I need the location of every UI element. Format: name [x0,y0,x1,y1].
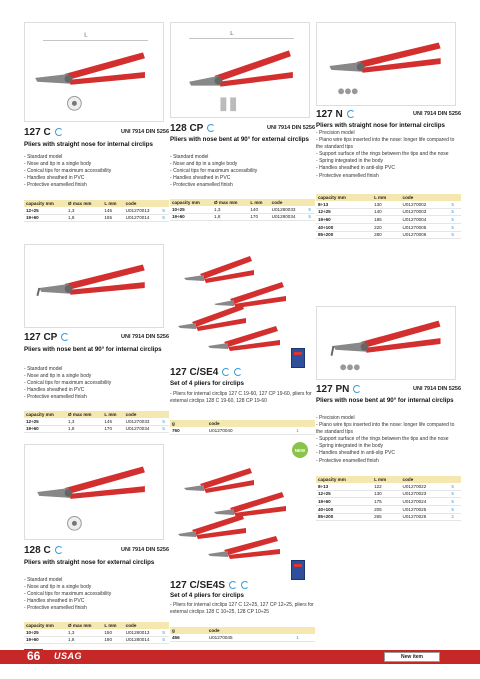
list-item: - Protective enamelled finish [316,458,461,465]
table-header-cell: capacity mm [170,199,212,206]
ring-icon [222,368,230,376]
table-header-cell: code [401,476,450,483]
table-cell: 5 [449,231,461,239]
table-header-cell: code [124,200,161,207]
table-cell: 5 [306,213,315,221]
table-header-cell: g [170,627,207,634]
table-cell: 40÷100 [316,506,372,514]
table-cell: U01270014 [124,214,161,222]
list-item: - Handles sheathed in anti-slip PVC [316,165,461,172]
table-cell: U01270022 [401,483,450,490]
table-cell: 1,8 [212,213,248,221]
table-header-cell: code [207,627,295,634]
table-header-cell: capacity mm [24,200,66,207]
spec-table [170,627,315,642]
table-row [316,483,461,490]
table-header-cell [294,627,315,634]
table-header-cell: capacity mm [316,476,372,483]
list-item: - Standard model [24,154,169,161]
table-cell: U01270006 [401,231,450,239]
ring-icon [347,110,355,118]
list-item: - Nose and tip in a single body [170,161,315,168]
table-cell: 1,8 [66,214,102,222]
table-header-row [24,200,169,207]
table-cell: 130 [372,490,400,498]
product-norm: UNI 7914 DIN 5256 [121,129,169,135]
set-packaging [291,560,305,580]
table-cell: 280 [372,231,400,239]
table-row [316,513,461,521]
list-item: - Support surface of the rings between the tips and the nose [316,436,461,443]
spec-table [316,194,461,239]
table-header-cell: L mm [102,200,123,207]
new-badge: NEW [292,442,308,458]
table-cell: 145 [102,207,123,214]
list-item: - Nose and tip in a single body [24,161,169,168]
list-item: - Nose and tip in a single body [24,373,169,380]
table-cell: U01270003 [401,208,450,216]
table-row [170,427,315,434]
table-header-row [24,622,169,629]
table-cell: U01280014 [124,636,161,644]
table-cell: 165 [102,214,123,222]
list-item: - Piano wire tips inserted into the nose: longer life compared to the standard tips [316,137,461,151]
table-row [170,206,315,213]
list-item: - Support surface of the rings between the tips and the nose [316,151,461,158]
ring-icon [229,581,237,589]
list-item: - Handles sheathed in PVC [24,387,169,394]
table-cell: 19÷60 [24,214,66,222]
table-cell: 5 [160,636,169,644]
product-norm: UNI 7914 DIN 5256 [413,386,461,392]
table-row [24,207,169,214]
spec-table [170,199,315,221]
table-cell: U01270004 [401,216,450,224]
list-item: - Conical tips for maximum accessibility [24,591,169,598]
table-row [316,208,461,216]
ring-icon [353,385,361,393]
feature-list [316,415,461,465]
table-header-cell: Ø max mm [212,199,248,206]
table-row [316,216,461,224]
table-header-cell: code [401,194,450,201]
spec-table [170,420,315,435]
table-header-cell: capacity mm [24,411,66,418]
table-cell: U01270005 [401,224,450,232]
product-norm: UNI 7914 DIN 5256 [413,111,461,117]
table-row [24,636,169,644]
pliers-set-image [170,244,310,362]
table-cell: 185 [372,216,400,224]
table-cell: 5 [449,224,461,232]
table-cell: 140 [372,208,400,216]
list-item: - Protective enamelled finish [24,182,169,189]
table-header-row [316,476,461,483]
list-item: - Precision model [316,130,461,137]
table-cell: 175 [372,498,400,506]
product-headline: Set of 4 pliers for circlips [170,380,244,387]
table-cell: U01270040 [207,427,295,434]
table-header-cell: L mm [102,622,123,629]
table-cell: 10÷25 [24,629,66,636]
product-headline: Pliers with straight nose for internal circlips [24,141,153,148]
pliers-image [316,22,456,106]
product-code: 127 CP [24,331,58,343]
table-cell: 1,3 [212,206,248,213]
table-header-cell: code [270,199,307,206]
table-cell: 5 [449,490,461,498]
spec-table [24,622,169,644]
spec-table [316,476,461,521]
list-item: - Conical tips for maximum accessibility [24,380,169,387]
ring-icon [55,128,63,136]
list-item: - Handles sheathed in PVC [24,175,169,182]
list-item: - Handles sheathed in PVC [170,175,315,182]
product-headline: Set of 4 pliers for circlips [170,592,244,599]
feature-list [170,391,315,405]
table-cell: 19÷60 [170,213,212,221]
table-row [316,231,461,239]
table-cell: 19÷60 [24,425,66,433]
list-item: - Spring integrated in the body [316,443,461,450]
table-header-row [316,194,461,201]
table-cell: 19÷60 [316,498,372,506]
table-row [170,213,315,221]
table-header-cell: Ø max mm [66,200,102,207]
list-item: - Pliers for internal circlips 127 C 12÷25, 127 CP 12÷25, pliers for external circlips 128 C 10÷25, 128 CP 10÷25 [170,602,315,616]
table-cell: 1,3 [66,629,102,636]
table-header-row [24,411,169,418]
product-code: 127 C [24,126,51,138]
table-row [316,490,461,498]
table-header-row [170,199,315,206]
list-item: - Conical tips for maximum accessibility [24,168,169,175]
table-cell: U01270026 [401,513,450,521]
list-item: - Nose and tip in a single body [24,584,169,591]
table-row [316,201,461,208]
list-item: - Handles sheathed in PVC [24,598,169,605]
table-cell: 170 [102,425,123,433]
list-item: - Spring integrated in the body [316,158,461,165]
ring-icon [61,333,69,341]
product-headline: Pliers with nose bent at 90° for internal circlips [316,397,454,404]
table-cell: 1,8 [66,425,102,433]
table-cell: U01270033 [124,418,161,425]
product-code: 128 C [24,544,51,556]
table-header-cell [449,194,461,201]
table-header-cell: capacity mm [24,622,66,629]
list-item: - Standard model [24,577,169,584]
ring-icon [207,124,215,132]
feature-list [24,577,169,612]
product-code: 127 N [316,108,343,120]
ring-icon [234,368,242,376]
table-cell: 19÷60 [24,636,66,644]
table-header-cell: Ø max mm [66,622,102,629]
table-cell: 140 [248,206,269,213]
table-cell: 19÷60 [316,216,372,224]
table-cell: U01270002 [401,201,450,208]
table-row [24,629,169,636]
table-cell: 5 [449,506,461,514]
table-cell: 12÷25 [316,490,372,498]
table-cell: 130 [372,201,400,208]
list-item: - Protective enamelled finish [316,173,461,180]
list-item: - Protective enamelled finish [24,394,169,401]
table-header-cell [160,411,169,418]
product-norm: UNI 7914 DIN 5256 [121,334,169,340]
table-header-cell: capacity mm [316,194,372,201]
page-number: 66 [24,649,43,663]
table-row [24,418,169,425]
table-cell: U01270025 [401,506,450,514]
table-cell: 1,3 [66,207,102,214]
list-item: - Standard model [170,154,315,161]
table-row [170,634,315,641]
table-header-cell: code [124,411,161,418]
table-cell: 2 [449,513,461,521]
list-item: - Piano wire tips inserted into the nose: longer life compared to the standard tips [316,422,461,436]
table-cell: 5 [160,214,169,222]
list-item: - Handles sheathed in anti-slip PVC [316,450,461,457]
list-item: - Standard model [24,366,169,373]
feature-list [170,154,315,189]
table-cell: 1,3 [66,418,102,425]
table-cell: U01270045 [207,634,295,641]
table-header-cell: Ø max mm [66,411,102,418]
table-cell: 40÷100 [316,224,372,232]
list-item: - Protective enamelled finish [170,182,315,189]
table-header-cell: L mm [102,411,123,418]
list-item: - Pliers for internal circlips 127 C 19-60, 127 CP 19-60, pliers for external circlips 128 C 19-60, 128 CP 19-60 [170,391,315,405]
product-headline: Pliers with nose bent at 90° for external circlips [170,136,309,143]
table-cell: 12÷25 [316,208,372,216]
table-cell: 220 [372,224,400,232]
table-cell: U01280034 [270,213,307,221]
product-norm: UNI 7914 DIN 5256 [267,125,315,131]
table-header-cell: g [170,420,207,427]
table-header-cell: code [207,420,295,427]
product-code: 127 C/SE4 [170,366,219,378]
spec-table [24,200,169,222]
product-headline: Pliers with nose bent at 90° for internal circlips [24,346,162,353]
pliers-image [170,22,310,118]
pliers-set-image [170,460,310,568]
table-header-cell: L mm [372,476,400,483]
pliers-image [24,22,164,122]
pliers-image [24,244,164,328]
table-cell: U01270023 [401,490,450,498]
feature-list [170,602,315,616]
table-cell: 150 [102,629,123,636]
ring-icon [241,581,249,589]
list-item: - Conical tips for maximum accessibility [170,168,315,175]
table-header-cell: L mm [372,194,400,201]
table-row [316,224,461,232]
table-header-cell [160,622,169,629]
table-cell: 85÷200 [316,231,372,239]
table-cell: 12÷25 [24,207,66,214]
ring-icon [55,546,63,554]
table-cell: U01270024 [401,498,450,506]
pliers-image [316,306,456,380]
feature-list [24,366,169,401]
table-cell: 1,8 [66,636,102,644]
table-cell: 205 [372,506,400,514]
product-norm: UNI 7914 DIN 5256 [121,547,169,553]
svg-text:L: L [84,32,88,39]
table-cell: 5 [160,207,169,214]
new-item-legend: New item [384,652,440,662]
table-cell: 265 [372,513,400,521]
table-cell: 5 [449,201,461,208]
table-cell: 5 [160,425,169,433]
table-cell: 5 [160,418,169,425]
set-packaging [291,348,305,368]
table-cell: 5 [449,208,461,216]
table-header-cell [306,199,315,206]
table-cell: U01270013 [124,207,161,214]
table-header-row [170,420,315,427]
svg-text:L: L [230,30,234,37]
spec-table [24,411,169,433]
table-cell: 180 [102,636,123,644]
table-cell: 1 [294,634,315,641]
table-cell: 145 [102,418,123,425]
table-cell: 456 [170,634,207,641]
table-header-row [170,627,315,634]
table-row [316,498,461,506]
table-cell: 760 [170,427,207,434]
table-cell: U01280013 [124,629,161,636]
table-cell: 10÷25 [170,206,212,213]
product-code: 127 C/SE4S [170,579,226,591]
product-code: 127 PN [316,383,350,395]
table-row [24,425,169,433]
brand-logo: USAG [54,651,83,661]
table-cell: 12÷25 [24,418,66,425]
table-cell: 8÷13 [316,201,372,208]
table-header-cell: code [124,622,161,629]
table-row [24,214,169,222]
product-code: 128 CP [170,122,204,134]
table-cell: 5 [449,498,461,506]
table-header-cell [294,420,315,427]
table-cell: 5 [449,216,461,224]
table-cell: 5 [160,629,169,636]
product-headline: Pliers with straight nose for internal circlips [316,122,445,129]
table-header-cell [160,200,169,207]
table-cell: 170 [248,213,269,221]
table-row [316,506,461,514]
table-header-cell [449,476,461,483]
list-item: - Precision model [316,415,461,422]
table-header-cell: L mm [248,199,269,206]
table-cell: U01280033 [270,206,307,213]
feature-list [316,130,461,180]
table-cell: 1 [294,427,315,434]
table-cell: 85÷200 [316,513,372,521]
feature-list [24,154,169,189]
table-cell: 8÷13 [316,483,372,490]
product-headline: Pliers with straight nose for external circlips [24,559,155,566]
list-item: - Protective enamelled finish [24,605,169,612]
table-cell: U01270034 [124,425,161,433]
table-cell: 122 [372,483,400,490]
table-cell: 5 [449,483,461,490]
table-cell: 5 [306,206,315,213]
pliers-image [24,444,164,540]
